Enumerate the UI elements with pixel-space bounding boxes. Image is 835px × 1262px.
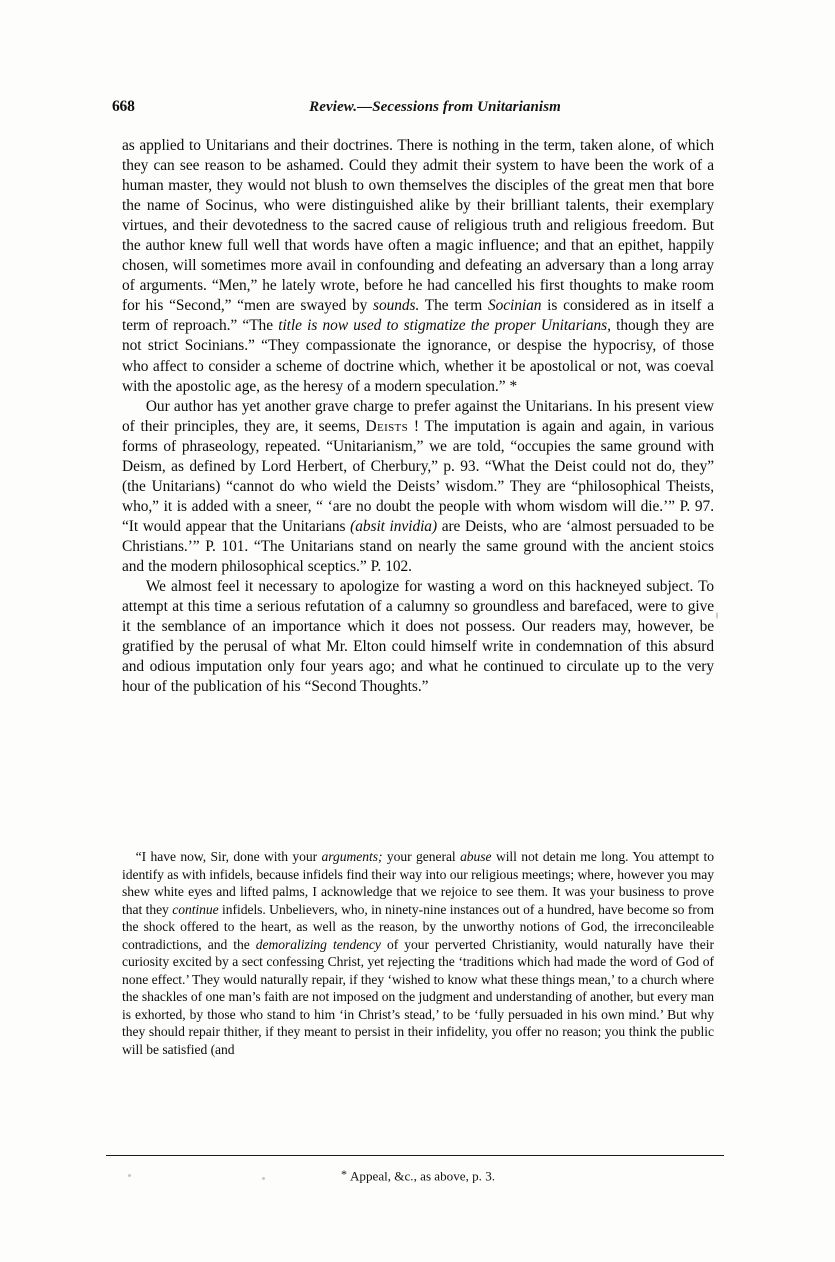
body-paragraph-italic-run: sounds. xyxy=(373,297,420,315)
footnote xyxy=(122,1166,714,1185)
scan-speck xyxy=(716,612,718,619)
quotation-italic-run: arguments; xyxy=(321,849,383,864)
page-folio-number: 668 xyxy=(112,98,135,115)
footnote-text: Appeal, &c., as above, p. 3. xyxy=(349,1168,496,1184)
quotation-text-run: your general xyxy=(382,849,461,864)
scan-speck xyxy=(128,1174,131,1177)
scan-speck xyxy=(262,1177,265,1180)
quotation-italic-run: demoralizing tendency xyxy=(255,936,381,952)
quotation-text-run: “I have now, Sir, done with your xyxy=(135,849,322,864)
footnote-rule xyxy=(106,1155,724,1156)
body-paragraph-text-run: The term xyxy=(419,297,488,315)
body-paragraph-text-run: ! The imputation is again and again, in various forms of phraseology, repeated. “Unitarianism,” we are told, “occupies the same ground with Deism, as defined by Lord Herbert, of Cherbury,” p. 93. “What the Deist could not do, they” (the Unitarians) “cannot do who wield the Deists’ wisdom.” They are “philosophical Theists, who,” it is added with a sneer, “ ‘are no doubt the people with whom wisdom will die.’” P. 97. “It would appear that the Unitarians xyxy=(122,417,715,535)
quotation-text-run: of your perverted Christianity, would naturally have their curiosity excited by a sect confessing Christ, yet rejecting the ‘traditions which had made the word of God of none effect.’ They would naturally repair, if they ‘wished to know what these things mean,’ to a church where the shackles of one man’s faith are not imposed on the judgment and understanding of another, but every man is exhorted, by those who stand to him ‘in Christ’s stead,’ to be ‘fully persuaded in his own mind.’ But why they should repair thither, if they meant to persist in their infidelity, you offer no reason; you think the public will be satisfied (and xyxy=(122,936,714,1058)
body-paragraph xyxy=(122,577,714,697)
running-head xyxy=(112,98,732,120)
footnote-marker: * xyxy=(340,1167,347,1181)
body-paragraph xyxy=(122,397,714,577)
body-paragraph-text-run: as applied to Unitarians and their doctrines. There is nothing in the term, taken alone, of which they can see reason to be ashamed. Could they admit their system to have been the work of a human master, they would not blush to own themselves the disciples of the great men that bore the name of Socinus, who were distinguished alike by their brilliant talents, their exemplary virtues, and their devotedness to the sacred cause of religious truth and religious freedom. But the author knew full well that words have often a magic influence; and that an epithet, happily chosen, will sometimes more avail in confounding and defeating an adversary than a long array of arguments. “Men,” he lately wrote, before he had cancelled his first thoughts to make room for his “Second,” “men are swayed by xyxy=(122,137,714,315)
quotation-italic-run: abuse xyxy=(460,849,492,864)
quotation-text-run: will not detain me long. You attempt to identify as with infidels, because infidels find their way into our religious meetings; where, however you may shew white eyes and lifted palms, I acknowledge that we rejoice to see them. It was your business to prove that they xyxy=(122,849,714,917)
body-paragraph-text-run: Our author has yet another grave charge to prefer against the Unitarians. In his present view of their principles, they are, it seems, xyxy=(122,397,714,435)
quotation-block xyxy=(122,848,714,1059)
body-text-block xyxy=(122,136,714,697)
body-paragraph-text-run: are Deists, who are ‘almost persuaded to be Christians.’” P. 101. “The Unitarians stand on nearly the same ground with the ancient stoics and the modern philosophical sceptics.” P. 102. xyxy=(122,517,714,575)
quotation-text-run: infidels. Unbelievers, who, in ninety-nine instances out of a hundred, have become so from the shock offered to the heart, as well as the reason, by the unworthy notions of God, the irreconcileable contradictions, and the xyxy=(122,901,714,952)
quotation-italic-run: continue xyxy=(172,901,219,917)
running-head-title: Review.—Secessions from Unitarianism xyxy=(309,99,561,115)
body-paragraph-text-run: though they are not strict Socinians.” “They compassionate the ignorance, or despise the hypocrisy, of those who affect to consider a scheme of doctrine which, whether it be apostolical or not, was coeval with the apostolic age, as the heresy of a modern speculation.” * xyxy=(122,317,714,395)
quotation-paragraph xyxy=(122,848,714,1059)
body-paragraph xyxy=(122,136,714,397)
body-paragraph-text-run: is considered as in itself a term of reproach.” “The xyxy=(122,297,714,335)
body-paragraph-italic-run: (absit invidia) xyxy=(350,517,438,535)
body-paragraph-text-run: We almost feel it necessary to apologize for wasting a word on this hackneyed subject. To attempt at this time a serious refutation of a calumny so groundless and barefaced, were to give it the semblance of an importance which it does not possess. Our readers may, however, be gratified by the perusal of what Mr. Elton could himself write in condemnation of this absurd and odious imputation only four years ago; and what he continued to circulate up to the very hour of the publication of his “Second Thoughts.” xyxy=(122,578,714,696)
body-paragraph-smallcaps-run: Deists xyxy=(365,417,409,435)
body-paragraph-italic-run: title is now used to stigmatize the proper Unitarians, xyxy=(278,317,611,335)
body-paragraph-italic-run: Socinian xyxy=(487,297,542,315)
